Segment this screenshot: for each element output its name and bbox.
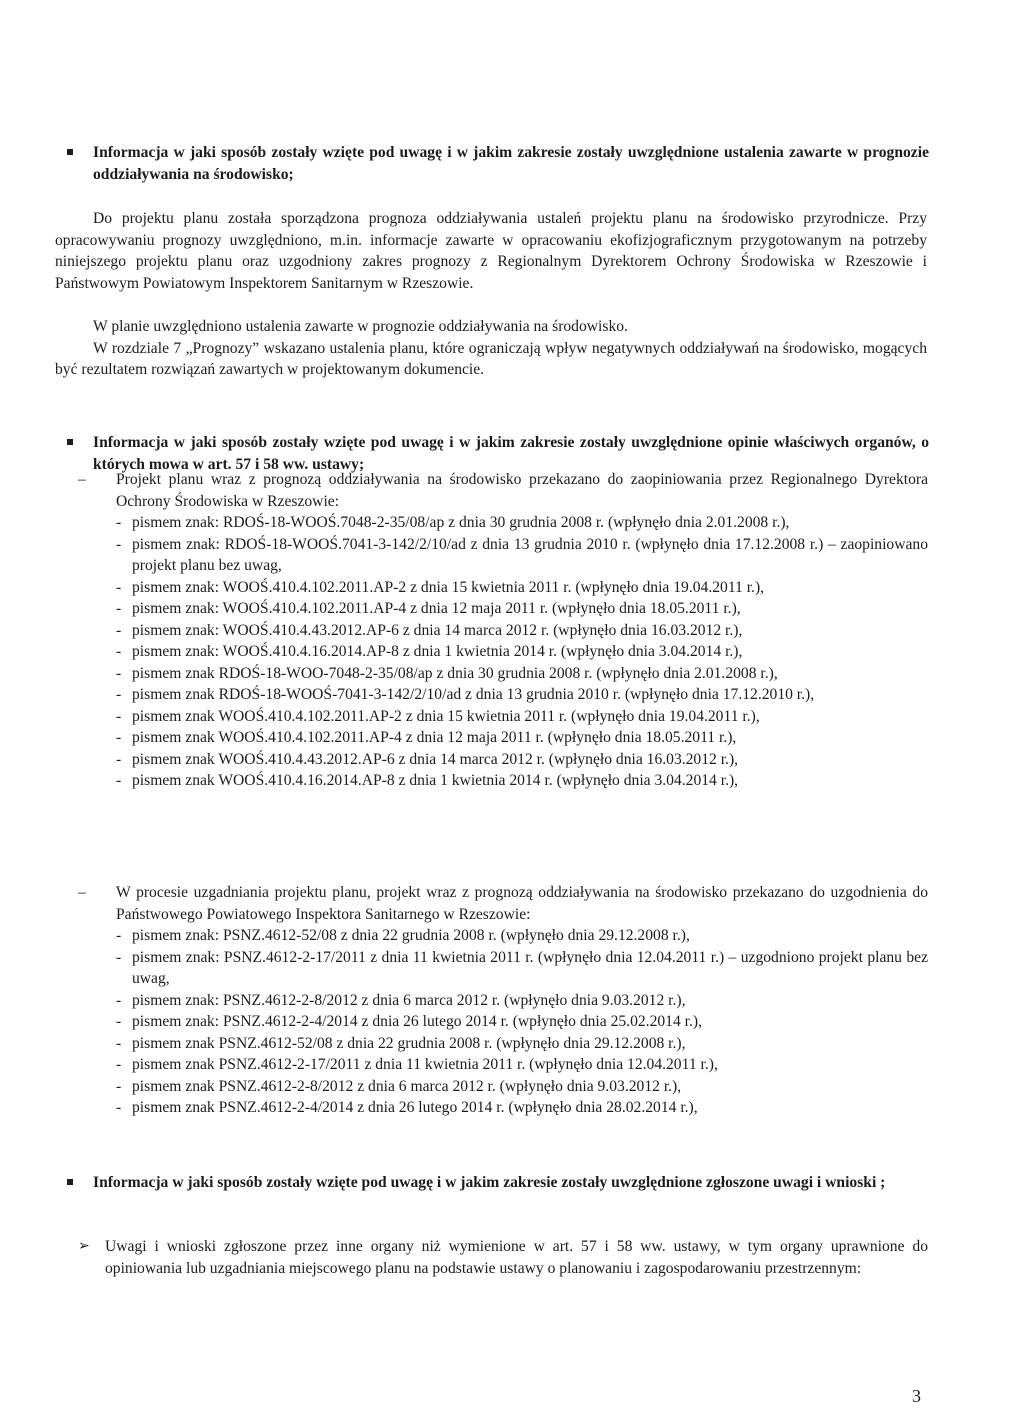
- list-item-text: pismem znak RDOŚ-18-WOO-7048-2-35/08/ap z dnia 30 grudnia 2008 r. (wpłynęło dnia 2.01.2008 r.),: [132, 664, 778, 682]
- square-bullet-icon: [67, 1179, 73, 1185]
- list-dash-marker: -: [116, 664, 122, 682]
- list-dash-marker: -: [116, 514, 122, 531]
- list-item: [116, 947, 928, 990]
- list-item-text: pismem znak: RDOŚ-18-WOOŚ.7048-2-35/08/ap z dnia 30 grudnia 2008 r. (wpłynęło dnia 2.01.2008 r.),: [132, 514, 790, 531]
- list-item: [116, 706, 928, 728]
- list-item-text: pismem znak: WOOŚ.410.4.16.2014.AP-8 z dnia 1 kwietnia 2014 r. (wpłynęło dnia 3.04.2014 r.),: [132, 643, 743, 660]
- list-dash-marker: -: [116, 707, 122, 725]
- list-dash-marker: -: [116, 1056, 122, 1073]
- list-dash-marker: -: [116, 991, 122, 1009]
- list-dash-marker: -: [116, 600, 122, 617]
- list-item-text: pismem znak WOOŚ.410.4.43.2012.AP-6 z dnia 14 marca 2012 r. (wpłynęło dnia 16.03.2012 r.),: [132, 750, 739, 768]
- list-item: [116, 1054, 928, 1076]
- dash-marker: –: [78, 884, 86, 901]
- section-1-paragraph-1: Do projektu planu została sporządzona prognoza oddziaływania ustaleń projektu planu na środowisko przyrodnicze. Przy opracowywaniu prognozy uwzględniono, m.in. informacje zawarte w opracowaniu ekofizjograficznym przygotowanym na potrzeby niniejszego projektu planu oraz uzgodniony zakres prognozy z Regionalnym Dyrektorem Ochrony Środowiska w Rzeszowie i Państwowym Powiatowym Inspektorem Sanitarnym w Rzeszowie.: [55, 210, 927, 292]
- opinion-block-rdos: – Projekt planu wraz z prognozą oddziaływania na środowisko przekazano do zaopiniowania przez Regionalnego Dyrektora Ochrony Środowiska w Rzeszowie: - pismem znak: RDOŚ-18-WOOŚ.7048-2-35/08/ap z dnia 30 grudnia 2008 r. (wpłynęło dnia 2.01.2008 r.), - pismem znak: RDOŚ-18-WOOŚ.7041-3-142/2/10/ad z dnia 13 grudnia 2010 r. (wpłynęło dnia 17.12.2008 r.) – zaopiniowano projekt planu bez uwag, - pismem znak: WOOŚ.410.4.102.2011.AP-2 z dnia 15 kwietnia 2011 r. (wpłynęło dnia 19.04.2011 r.), - pismem znak: WOOŚ.410.4.102.2011.AP-4 z dnia 12 maja 2011 r. (wpłynęło dnia 18.05.2011 r.), - pismem znak: WOOŚ.410.4.43.2012.AP-6 z dnia 14 marca 2012 r. (wpłynęło dnia 16.03.2012 r.), - pismem znak: WOOŚ.410.4.16.2014.AP-8 z dnia 1 kwietnia 2014 r. (wpłynęło dnia 3.04.2014 r.), - pismem znak RDOŚ-18-WOO-7048-2-35/08/ap z dnia 30 grudnia 2008 r. (wpłynęło dnia 2.01.2008 r.), - pismem znak RDOŚ-18-WOOŚ-7041-3-142/2/10/ad z dnia 13 grudnia 2010 r. (wpłynęło dnia 17.12.2010 r.), - pismem znak WOOŚ.410.4.102.2011.AP-2 z dnia 15 kwietnia 2011 r. (wpłynęło dnia 19.04.2011 r.), - pismem znak WOOŚ.410.4.102.2011.AP-4 z dnia 12 maja 2011 r. (wpłynęło dnia 18.05.2011 r.), - pismem znak WOOŚ.410.4.43.2012.AP-6 z dnia 14 marca 2012 r. (wpłynęło dnia 16.03.2012 r.), - pismem znak WOOŚ.410.4.16.2014.AP-8 z dnia 1 kwietnia 2014 r. (wpłynęło dnia 3.04.2014 r.),: [78, 469, 928, 792]
- list-item-text: pismem znak PSNZ.4612-2-4/2014 z dnia 26 lutego 2014 r. (wpłynęło dnia 28.02.2014 r.),: [132, 1099, 698, 1116]
- list-item-text: pismem znak WOOŚ.410.4.16.2014.AP-8 z dnia 1 kwietnia 2014 r. (wpłynęło dnia 3.04.2014 r.),: [132, 772, 739, 789]
- list-item-text: pismem znak: WOOŚ.410.4.102.2011.AP-2 z dnia 15 kwietnia 2011 r. (wpłynęło dnia 19.04.2011 r.),: [132, 578, 765, 596]
- ppis-letters-list: [116, 925, 928, 1119]
- square-bullet-icon: [67, 149, 73, 155]
- list-dash-marker: -: [116, 750, 122, 768]
- list-dash-marker: -: [116, 1034, 122, 1052]
- rdos-letters-list: [116, 512, 928, 792]
- list-item: [116, 1011, 928, 1033]
- dash-marker: –: [78, 471, 86, 488]
- list-item-text: pismem znak WOOŚ.410.4.102.2011.AP-4 z dnia 12 maja 2011 r. (wpłynęło dnia 18.05.2011 r.),: [132, 729, 737, 746]
- list-dash-marker: -: [116, 729, 122, 746]
- list-item-text: pismem znak RDOŚ-18-WOOŚ-7041-3-142/2/10/ad z dnia 13 grudnia 2010 r. (wpłynęło dnia 17.12.2010 r.),: [132, 686, 815, 703]
- list-item-text: pismem znak PSNZ.4612-2-8/2012 z dnia 6 marca 2012 r. (wpłynęło dnia 9.03.2012 r.),: [132, 1077, 682, 1095]
- list-dash-marker: -: [116, 1099, 122, 1116]
- agreement-block-ppis: – W procesie uzgadniania projektu planu, projekt wraz z prognozą oddziaływania na środowisko przekazano do uzgodnienia do Państwowego Powiatowego Inspektora Sanitarnego w Rzeszowie: - pismem znak: PSNZ.4612-52/08 z dnia 22 grudnia 2008 r. (wpłynęło dnia 29.12.2008 r.), - pismem znak: PSNZ.4612-2-17/2011 z dnia 11 kwietnia 2011 r. (wpłynęło dnia 12.04.2011 r.) – uzgodniono projekt planu bez uwag, - pismem znak: PSNZ.4612-2-8/2012 z dnia 6 marca 2012 r. (wpłynęło dnia 9.03.2012 r.), - pismem znak: PSNZ.4612-2-4/2014 z dnia 26 lutego 2014 r. (wpłynęło dnia 25.02.2014 r.), - pismem znak PSNZ.4612-52/08 z dnia 22 grudnia 2008 r. (wpłynęło dnia 29.12.2008 r.), - pismem znak PSNZ.4612-2-17/2011 z dnia 11 kwietnia 2011 r. (wpłynęło dnia 12.04.2011 r.), - pismem znak PSNZ.4612-2-8/2012 z dnia 6 marca 2012 r. (wpłynęło dnia 9.03.2012 r.), - pismem znak PSNZ.4612-2-4/2014 z dnia 26 lutego 2014 r. (wpłynęło dnia 28.02.2014 r.),: [78, 882, 928, 1119]
- list-dash-marker: -: [116, 772, 122, 789]
- list-item-text: pismem znak: PSNZ.4612-2-8/2012 z dnia 6 marca 2012 r. (wpłynęło dnia 9.03.2012 r.),: [132, 991, 686, 1009]
- section-1-paragraph-2: W planie uwzględniono ustalenia zawarte w prognozie oddziaływania na środowisko. W rozdziale 7 „Prognozy” wskazano ustalenia planu, które ograniczają wpływ negatywnych oddziaływań na środowisko, mogących być rezultatem rozwiązań zawartych w projektowanym dokumencie.: [55, 318, 927, 378]
- list-item: [116, 749, 928, 771]
- list-item-text: pismem znak: PSNZ.4612-2-4/2014 z dnia 26 lutego 2014 r. (wpłynęło dnia 25.02.2014 r.),: [132, 1013, 702, 1030]
- list-item: [116, 598, 928, 620]
- page-number: 3: [912, 1386, 921, 1406]
- list-item-text: pismem znak: WOOŚ.410.4.43.2012.AP-6 z dnia 14 marca 2012 r. (wpłynęło dnia 16.03.2012 r.),: [132, 621, 743, 639]
- list-item-text: pismem znak: PSNZ.4612-52/08 z dnia 22 grudnia 2008 r. (wpłynęło dnia 29.12.2008 r.),: [132, 927, 690, 944]
- list-dash-marker: -: [116, 643, 122, 660]
- square-bullet-icon: [67, 439, 73, 445]
- list-item: [116, 925, 928, 947]
- list-dash-marker: -: [116, 535, 122, 553]
- list-item: [116, 512, 928, 534]
- arrow-bullet-icon: ➢: [78, 1238, 90, 1254]
- list-item: [116, 684, 928, 706]
- list-item-text: pismem znak WOOŚ.410.4.102.2011.AP-2 z dnia 15 kwietnia 2011 r. (wpłynęło dnia 19.04.2011 r.),: [132, 707, 760, 725]
- list-item: [116, 1097, 928, 1119]
- list-item: [116, 620, 928, 642]
- section-3-heading: Informacja w jaki sposób zostały wzięte pod uwagę i w jakim zakresie zostały uwzględnione zgłoszone uwagi i wnioski ;: [67, 1172, 929, 1194]
- list-dash-marker: -: [116, 578, 122, 596]
- list-item: [116, 663, 928, 685]
- list-dash-marker: -: [116, 621, 122, 639]
- list-item-text: pismem znak PSNZ.4612-52/08 z dnia 22 grudnia 2008 r. (wpłynęło dnia 29.12.2008 r.),: [132, 1034, 686, 1052]
- list-dash-marker: -: [116, 927, 122, 944]
- list-item: [116, 990, 928, 1012]
- list-item-text: pismem znak: WOOŚ.410.4.102.2011.AP-4 z dnia 12 maja 2011 r. (wpłynęło dnia 18.05.2011 r.),: [132, 600, 741, 617]
- list-item: [116, 1076, 928, 1098]
- list-item-text: pismem znak: RDOŚ-18-WOOŚ.7041-3-142/2/10/ad z dnia 13 grudnia 2010 r. (wpłynęło dnia 17.12.2008 r.) – zaopiniowano projekt planu bez uwag,: [132, 535, 928, 574]
- list-dash-marker: -: [116, 1013, 122, 1030]
- list-dash-marker: -: [116, 1077, 122, 1095]
- list-item: [116, 577, 928, 599]
- section-2-heading: Informacja w jaki sposób zostały wzięte pod uwagę i w jakim zakresie zostały uwzględnione opinie właściwych organów, o których mowa w art. 57 i 58 ww. ustawy;: [67, 432, 929, 475]
- list-item-text: pismem znak PSNZ.4612-2-17/2011 z dnia 11 kwietnia 2011 r. (wpłynęło dnia 12.04.2011 r.),: [132, 1056, 718, 1073]
- list-dash-marker: -: [116, 948, 122, 966]
- list-item: [116, 641, 928, 663]
- list-dash-marker: -: [116, 686, 122, 703]
- section-1-heading: Informacja w jaki sposób zostały wzięte pod uwagę i w jakim zakresie zostały uwzględnione ustalenia zawarte w prognozie oddziaływania na środowisko;: [67, 142, 929, 185]
- list-item: [116, 770, 928, 792]
- list-item: [116, 727, 928, 749]
- remarks-item: ➢ Uwagi i wnioski zgłoszone przez inne organy niż wymienione w art. 57 i 58 ww. ustawy, w tym organy uprawnione do opiniowania lub uzgadniania miejscowego planu na podstawie ustawy o planowaniu i zagospodarowaniu przestrzennym:: [78, 1238, 928, 1277]
- list-item: [116, 534, 928, 577]
- list-item-text: pismem znak: PSNZ.4612-2-17/2011 z dnia 11 kwietnia 2011 r. (wpłynęło dnia 12.04.2011 r.) – uzgodniono projekt planu bez uwag,: [132, 948, 928, 987]
- list-item: [116, 1033, 928, 1055]
